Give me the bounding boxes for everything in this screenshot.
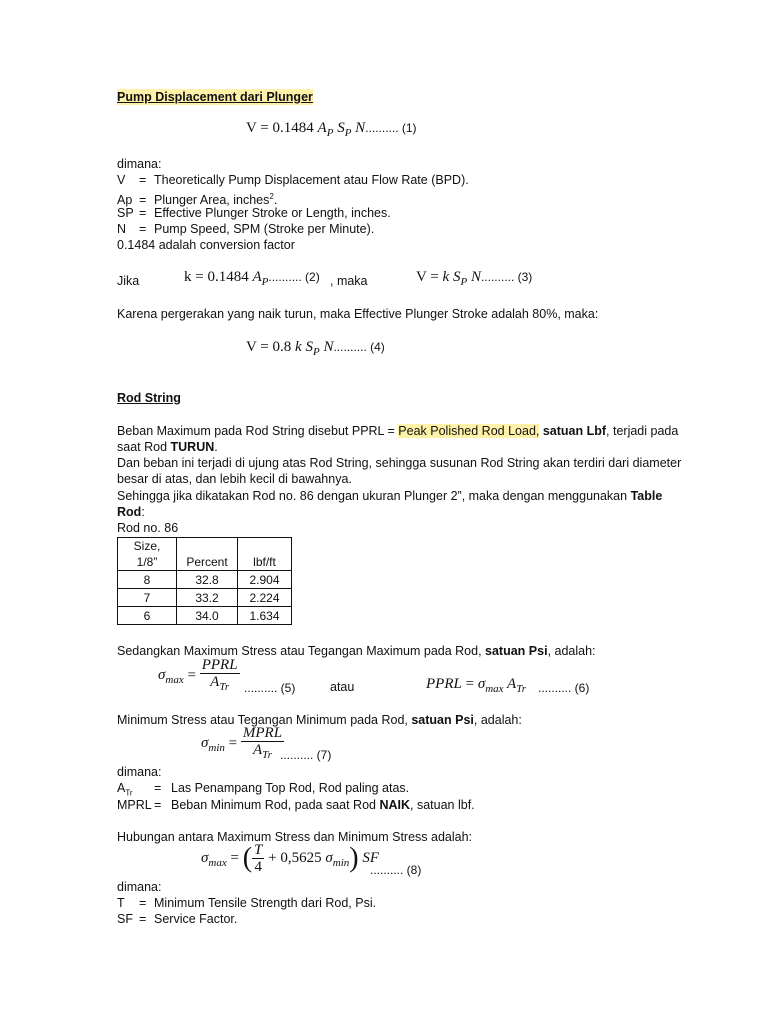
table-row — [118, 607, 292, 625]
table-cell: 7 — [118, 589, 177, 607]
maka-label: , maka — [330, 274, 368, 288]
conversion-note: 0.1484 adalah conversion factor — [117, 238, 295, 252]
paragraph-hubungan: Hubungan antara Maximum Stress dan Minimum Stress adalah: — [117, 830, 473, 844]
table-cell: 1.634 — [238, 607, 292, 625]
table-cell: 8 — [118, 571, 177, 589]
rod-number-label: Rod no. 86 — [117, 521, 179, 535]
equation-5: $\sigma_{max}$ = $\frac{\text{PPRL}}{A_{Tr}}$ — [158, 657, 238, 693]
equation-2: k = 0.1484 $A_P$.......... (2) — [184, 269, 320, 288]
table-cell: 34.0 — [177, 607, 238, 625]
table-cell: 33.2 — [177, 589, 238, 607]
paragraph-max-stress: Sedangkan Maximum Stress atau Tegangan Maximum pada Rod, satuan Psi, adalah: — [117, 644, 596, 658]
table-row — [118, 589, 292, 607]
paragraph-table-rod-line1: Sehingga jika dikatakan Rod no. 86 dengan ukuran Plunger 2”, maka dengan menggunakan Table — [117, 489, 663, 503]
paragraph-pprl-line1: Beban Maximum pada Rod String disebut PPRL = Peak Polished Rod Load, satuan Lbf, terjadi pada — [117, 424, 679, 438]
karena-paragraph: Karena pergerakan yang naik turun, maka Effective Plunger Stroke adalah 80%, maka: — [117, 307, 599, 321]
dimana-label-2: dimana: — [117, 765, 162, 779]
equation-7: $\sigma_{min}$ = $\frac{\text{MPRL}}{A_{Tr}}$ — [201, 725, 283, 761]
equation-3: V = k $S_P$ N.......... (3) — [416, 269, 533, 288]
table-cell: 32.8 — [177, 571, 238, 589]
equation-8: $\sigma_{max}$ = ( $\frac{T}{4}$ + 0,5625 $\sigma_{min}$) SF — [201, 842, 379, 875]
equation-4: V = 0.8 k $S_P$ N.......... (4) — [246, 339, 385, 358]
paragraph-min-stress: Minimum Stress atau Tegangan Minimum pada Rod, satuan Psi, adalah: — [117, 713, 522, 727]
equation-1: V = 0.1484 $A_P$ $S_P$ N.......... (1) — [246, 120, 417, 139]
dimana-label-3: dimana: — [117, 880, 162, 894]
equation-7-tag: .......... (7) — [280, 748, 332, 762]
table-header-lbf: lbf/ft — [238, 538, 292, 571]
equation-5-tag: .......... (5) — [244, 681, 296, 695]
table-cell: 2.904 — [238, 571, 292, 589]
def-t: T = Minimum Tensile Strength dari Rod, Psi. — [117, 896, 377, 910]
equation-6-tag: .......... (6) — [538, 681, 590, 695]
equation-8-tag: .......... (8) — [370, 863, 422, 877]
atau-label: atau — [330, 680, 355, 694]
def-n: N = Pump Speed, SPM (Stroke per Minute). — [117, 222, 375, 236]
table-row — [118, 571, 292, 589]
def-ap: Ap = Plunger Area, inches$^2$. — [117, 192, 278, 208]
paragraph-table-rod-line2: Rod: — [117, 505, 145, 519]
def-sp: SP = Effective Plunger Stroke or Length, inches. — [117, 206, 391, 220]
table-header-percent: Percent — [177, 538, 238, 571]
table-cell: 2.224 — [238, 589, 292, 607]
dimana-label: dimana: — [117, 157, 162, 171]
table-header-size: Size, 1/8” — [118, 538, 177, 571]
paragraph-pprl-line2: saat Rod TURUN. — [117, 440, 218, 454]
jika-label: Jika — [117, 274, 140, 288]
rod-table — [117, 537, 292, 625]
paragraph-beban-line2: besar di atas, dan lebih kecil di bawahnya. — [117, 472, 352, 486]
paragraph-beban-line1: Dan beban ini terjadi di ujung atas Rod String, sehingga susunan Rod String akan terdiri dari diameter — [117, 456, 682, 470]
def-v: V = Theoretically Pump Displacement atau Flow Rate (BPD). — [117, 173, 469, 187]
table-header-row — [118, 538, 292, 571]
section-title-pump-displacement: Pump Displacement dari Plunger — [117, 90, 313, 104]
table-cell: 6 — [118, 607, 177, 625]
def-atr: $A_{Tr}$ = Las Penampang Top Rod, Rod paling atas. — [117, 781, 410, 798]
section-title-rod-string: Rod String — [117, 391, 181, 405]
def-mprl: MPRL = Beban Minimum Rod, pada saat Rod NAIK, satuan lbf. — [117, 798, 475, 812]
def-sf: SF = Service Factor. — [117, 912, 238, 926]
equation-6: PPRL = $\sigma_{max}$ $A_{Tr}$ — [426, 676, 526, 695]
